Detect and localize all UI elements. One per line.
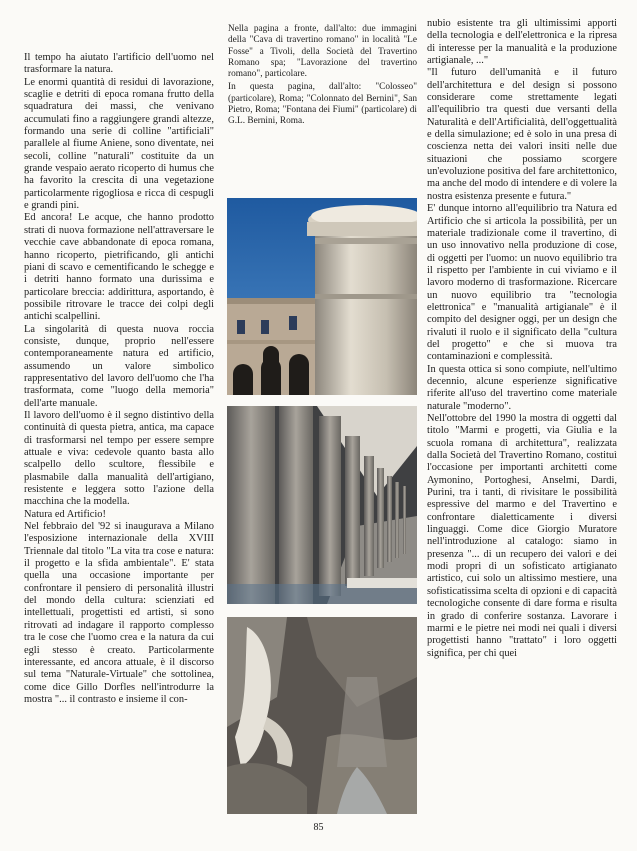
colonnato-bernini-photo — [227, 406, 417, 604]
paragraph: Nel febbraio del '92 si inaugurava a Milano l'esposizione internazionale della XVIII Triennale dal titolo "La vita tra cose e natura: il progetto e la sfida ambientale". E' stata quella una occasione importante per confrontare il pensiero di personalità illustri del mondo della cultura: scienziati ed intellettuali, progettisti ed artisti, si sono ritrovati ad indagare il rapporto complesso tra le cose che l'uomo crea e la natura da cui egli stesso è creato. Particolarmente interessante, ed ancora attuale, è il discorso sul tema "Naturale-Virtuale" che sottolinea, come dice Gillo Dorfles nell'introdurre la mostra "... il contrasto e insieme il con- — [24, 521, 214, 705]
caption-this-page: In questa pagina, dall'alto: "Colosseo"(particolare), Roma; "Colonnato del Bernini", San Pietro, Roma; "Fontana dei Fiumi" (particolare) di G.L. Bernini, Roma. — [228, 82, 417, 127]
fontana-dei-fiumi-photo — [227, 617, 417, 814]
paragraph: nubio esistente tra gli ultimissimi apporti della tecnologia e dell'elettronica e la ripresa di interesse per la manualità e la produzione artigianale, ..." — [427, 18, 617, 67]
paragraph: Le enormi quantità di residui di lavorazione, scaglie e detriti di epoca romana frutto della squadratura dei massi, che venivano accumulati fino a raggiungere grandi altezze, formando una serie di colline "artificiali" parallele al fiume Aniene, sono diventate, nei secoli, colline "naturali" costituite da un grande vespaio aerato ricoperto di humus che ha favorito la crescita di una vegetazione particolarmente rigogliosa e ricca di cespugli e grandi pini. — [24, 76, 214, 212]
paragraph: Nell'ottobre del 1990 la mostra di oggetti dal titolo "Marmi e progetti, via Giulia e la scuola romana di architettura", realizzata dalla Società del Travertino Romano, costituì l'occasione per importanti architetti come Aymonino, Portoghesi, Anselmi, Dardi, Purini, tra i tanti, di rivisitare le possibilità espressive del marmo e del Travertino e confrontare dialetticamente i diversi linguaggi. Come dice Giorgio Muratore nell'introduzione al catalogo: siamo in presenza "... di un recupero dei valori e dei modi propri di un sofisticato artigianato artistico, cui solo un altissimo mestiere, una sofisticatissima scelta di opzioni e di capacità tecnologiche consente di dare forma e risulta in grado di conferire sostanza. Lavorare i marmi e le pietre nei modi nei quali i diversi progettisti hanno "trattato" i loro oggetti significa, per chi quei — [427, 413, 617, 659]
colosseo-photo — [227, 198, 417, 395]
paragraph: E' dunque intorno all'equilibrio tra Natura ed Artificio che si articola la possibilità, per un materiale tradizionale come il travertino, di un uso innovativo nella produzione di cose, di oggetti per l'uomo: un nuovo equilibrio tra il rispetto per l'ambiente in cui viviamo e il lavoro moderno di trasformazione. Ricercare un nuovo equilibrio tra "tecnologia elettronica" e "manualità artigianale" è il compito del designer oggi, per un design che rivaluti il ruolo e il significato della "cultura del progetto" e che si muova tra contaminazioni e complessità. — [427, 203, 617, 363]
left-text-column — [24, 52, 214, 706]
paragraph: La singolarità di questa nuova roccia consiste, dunque, proprio nell'essere contemporaneamente natura ed artificio, assumendo un valore simbolico rappresentativo del lavoro dell'uomo che l'ha trasformata, come "luogo della memoria" dell'arte manuale. — [24, 323, 214, 409]
page-number: 85 — [313, 822, 324, 833]
paragraph: "Il futuro dell'umanità e il futuro dell'architettura e del design si possono considerare come strettamente legati all'equilibrio tra questi due versanti della Naturalità e dell'Artificialità, dell'oggettualità e della simulazione; ed è solo in una presa di coscienza netta dei valori insiti nelle due situazioni che possiamo scorgere un'evoluzione positiva del fare architettonico, ma anche del modo di intendere e di volere la nostra esistenza presente e futura." — [427, 67, 617, 202]
paragraph: Il tempo ha aiutato l'artificio dell'uomo nel trasformare la natura. — [24, 52, 214, 76]
paragraph: Ed ancora! Le acque, che hanno prodotto strati di nuova formazione nell'attraversare le vecchie cave abbandonate di epoca romana, hanno ricoperto, pietrificando, gli antichi piani di scavo e cementificando le schegge e i detriti hanno formato una durissima e particolare breccia: addirittura, asportando, è possibile ritrovare le tracce dei colpi degli antichi scalpellini. — [24, 212, 214, 323]
caption-facing-page: Nella pagina a fronte, dall'alto: due immagini della "Cava di travertino romano" in località "Le Fosse" a Tivoli, della Società del Travertino Romano spa; "Lavorazione del travertino romano", particolare. — [228, 24, 417, 80]
right-text-column — [427, 18, 617, 660]
paragraph: In questa ottica si sono compiute, nell'ultimo decennio, alcune esperienze significative riferite all'uso del travertino come materiale naturale "moderno". — [427, 363, 617, 412]
paragraph: Il lavoro dell'uomo è il segno distintivo della continuità di questa pietra, antica, ma capace di trasformarsi nel tempo per essere sempre attuale e viva: cedevole quanto basta allo scalpello dello scultore, flessibile e plasmabile dalla manualità dell'artigiano, resistente e leggera sotto l'azione della macchina che la modella. — [24, 409, 214, 508]
paragraph: Natura ed Artificio! — [24, 508, 106, 520]
caption-column — [228, 24, 417, 130]
